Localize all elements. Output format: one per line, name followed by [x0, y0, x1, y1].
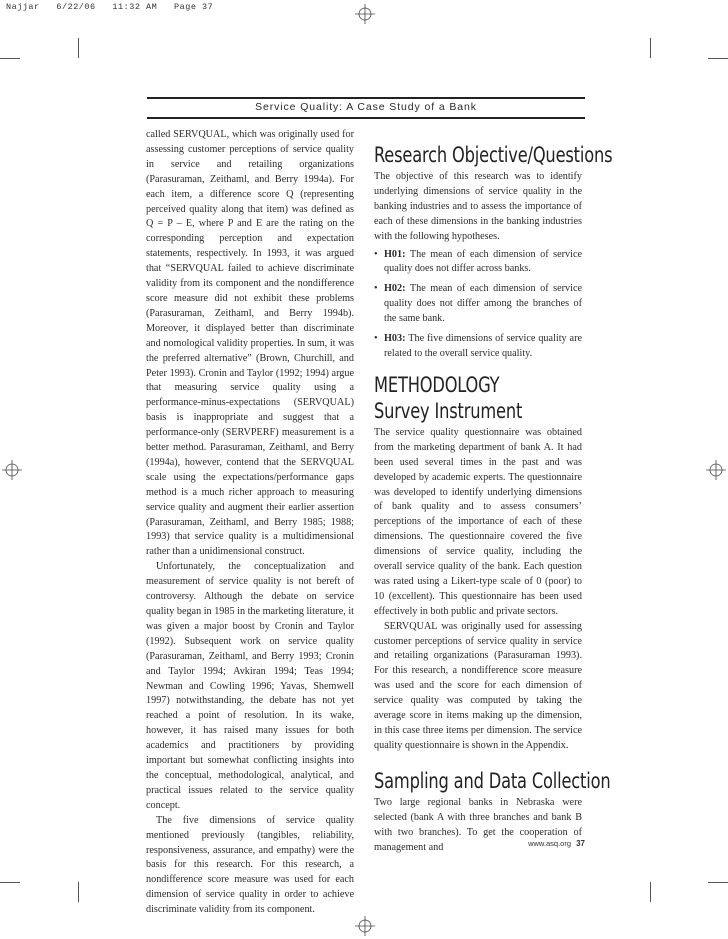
running-head: Service Quality: A Case Study of a Bank	[255, 101, 477, 113]
page-footer	[470, 839, 585, 848]
registration-mark-right	[706, 460, 726, 480]
section-heading-survey-instrument: Survey Instrument	[374, 398, 523, 423]
paragraph: The five dimensions of service quality mentioned previously (tangibles, reliability, responsiveness, assurance, and empathy) were the basis for this research. For this research, a nondifference score measure was used for each dimension of service quality in order to achieve discriminate validity from its component.	[146, 814, 354, 916]
bullet: •	[374, 248, 378, 260]
footer-url: www.asq.org	[528, 839, 571, 848]
section-heading-methodology: METHODOLOGY	[374, 372, 500, 397]
hypothesis-text: The mean of each dimension of service quality does not differ across banks.	[384, 248, 582, 275]
bullet: •	[374, 283, 378, 295]
list-item	[374, 282, 582, 327]
paragraph: The service quality questionnaire was obtained from the marketing department of bank A. It had been used several times in the past and was developed by academic experts. The questionnaire was developed to identify underlying dimensions of bank quality and to assess consumers’ perceptions of the importance of each of these dimensions. The questionnaire covered the five dimensions of service quality, including the overall service quality of the bank. Each question was rated using a Likert-type scale of 0 (poor) to 10 (excellent). This questionnaire has been used effectively in both public and private sectors.	[374, 426, 582, 617]
paragraph: called SERVQUAL, which was originally used for assessing customer perceptions of service quality in service and retailing organizations (Parasuraman, Zeithaml, and Berry 1994a). For each item, a difference score Q (representing perceived quality along that item) was defined as Q = P – E, where P and E are the rating on the corresponding perception and expectation statements, respectively. In 1993, it was argued that “SERVQUAL failed to achieve discriminate validity from its component and the nondifference score measure did not exhibit these problems (Parasuraman, Zeithaml, and Berry 1994b). Moreover, it displayed better than discriminate and nomological validity properties. In sum, it was the preferred alternative” (Brown, Churchill, and Peter 1993). Cronin and Taylor (1992; 1994) argue that measuring service quality using a performance-minus-expectations (SERVQUAL) basis is inappropriate and suggest that a performance-only (SERVPERF) measurement is a better method. Parasuraman, Zeithaml, and Berry (1994a), however, contend that the SERVQUAL scale using the expectations/performance gaps method is a much richer approach to measuring service quality and augment their earlier assertion (Parasuraman, Zeithaml, and Berry 1985; 1988; 1993) that service quality is a multidimensional rather than a unidimensional construct.	[146, 129, 354, 558]
list-item	[374, 248, 582, 278]
left-column	[146, 128, 354, 918]
page-number: 37	[576, 839, 585, 848]
paragraph: The objective of this research was to identify underlying dimensions of service quality in the banking industries and to assess the importance of each of these dimensions in the banking industries with the following hypotheses.	[374, 171, 582, 242]
paragraph: Two large regional banks in Nebraska were selected (bank A with three branches and bank B with two branches). To get the cooperation of management and	[374, 796, 582, 853]
hypothesis-label: H01:	[384, 248, 406, 260]
print-slug: Najjar 6/22/06 11:32 AM Page 37	[6, 2, 214, 12]
paragraph: Unfortunately, the conceptualization and measurement of service quality is not bereft of controversy. Although the debate on service quality began in 1985 in the marketing literature, it was given a major boost by Cronin and Taylor (1992). Subsequent work on service quality (Parasuraman, Zeithaml, and Berry 1993; Cronin and Taylor 1994; Avkiran 1994; Teas 1994; Newman and Cowling 1996; Yavas, Shemwell 1997) notwithstanding, the debate has not yet reached a point of resolution. In its wake, however, it has raised many issues for both academics and practitioners by providing important but somewhat conflicting insights into the conceptual, methodological, analytical, and practical issues related to the service quality concept.	[146, 561, 354, 811]
header-rule-bottom	[147, 117, 585, 119]
list-item	[374, 332, 582, 362]
registration-mark-bottom	[355, 916, 375, 936]
registration-mark-top	[355, 4, 375, 24]
bullet: •	[374, 333, 378, 345]
section-heading-research-objective: Research Objective/Questions	[374, 143, 613, 167]
hypothesis-label: H03:	[384, 333, 406, 345]
paragraph: SERVQUAL was originally used for assessing customer perceptions of service quality in service and retailing organizations (Parasuraman 1993). For this research, a nondifference score measure was used and the score for each dimension of service quality was computed by taking the average score in items making up the dimension, in this case three items per dimension. The service quality questionnaire is shown in the Appendix.	[374, 620, 582, 751]
registration-mark-left	[2, 460, 22, 480]
hypothesis-label: H02:	[384, 283, 406, 295]
hypothesis-text: The mean of each dimension of service quality does not differ among the branches of the same bank.	[384, 283, 582, 325]
right-column	[374, 128, 613, 855]
header-rule-top	[147, 97, 585, 99]
hypotheses-list	[374, 248, 582, 362]
section-heading-sampling: Sampling and Data Collection	[374, 768, 611, 793]
hypothesis-text: The five dimensions of service quality are related to the overall service quality.	[384, 333, 582, 359]
